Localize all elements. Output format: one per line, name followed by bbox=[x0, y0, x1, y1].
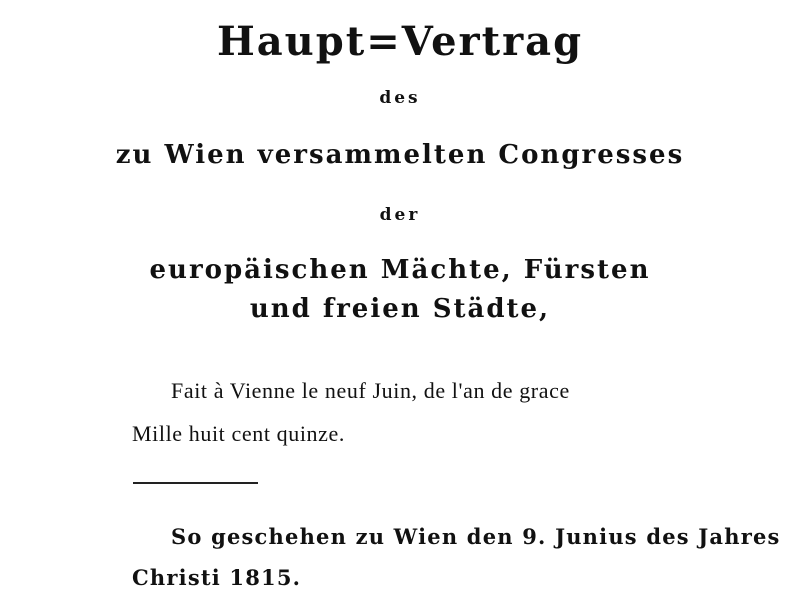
german-date-line-1: So geschehen zu Wien den 9. Junius des Jahres bbox=[171, 524, 781, 549]
subtitle-des: des bbox=[379, 88, 421, 108]
horizontal-rule bbox=[133, 482, 258, 484]
subtitle-der: der bbox=[379, 205, 421, 225]
german-date-line-2: Christi 1815. bbox=[132, 565, 302, 590]
subtitle-powers: europäischen Mächte, Fürsten bbox=[149, 255, 651, 285]
document-title: Haupt=Vertrag bbox=[216, 18, 584, 65]
subtitle-congress: zu Wien versammelten Congresses bbox=[115, 140, 685, 170]
french-date-line-1: Fait à Vienne le neuf Juin, de l'an de grace bbox=[171, 378, 570, 403]
subtitle-cities: und freien Städte, bbox=[249, 294, 551, 324]
french-date-line-2: Mille huit cent quinze. bbox=[132, 421, 345, 446]
